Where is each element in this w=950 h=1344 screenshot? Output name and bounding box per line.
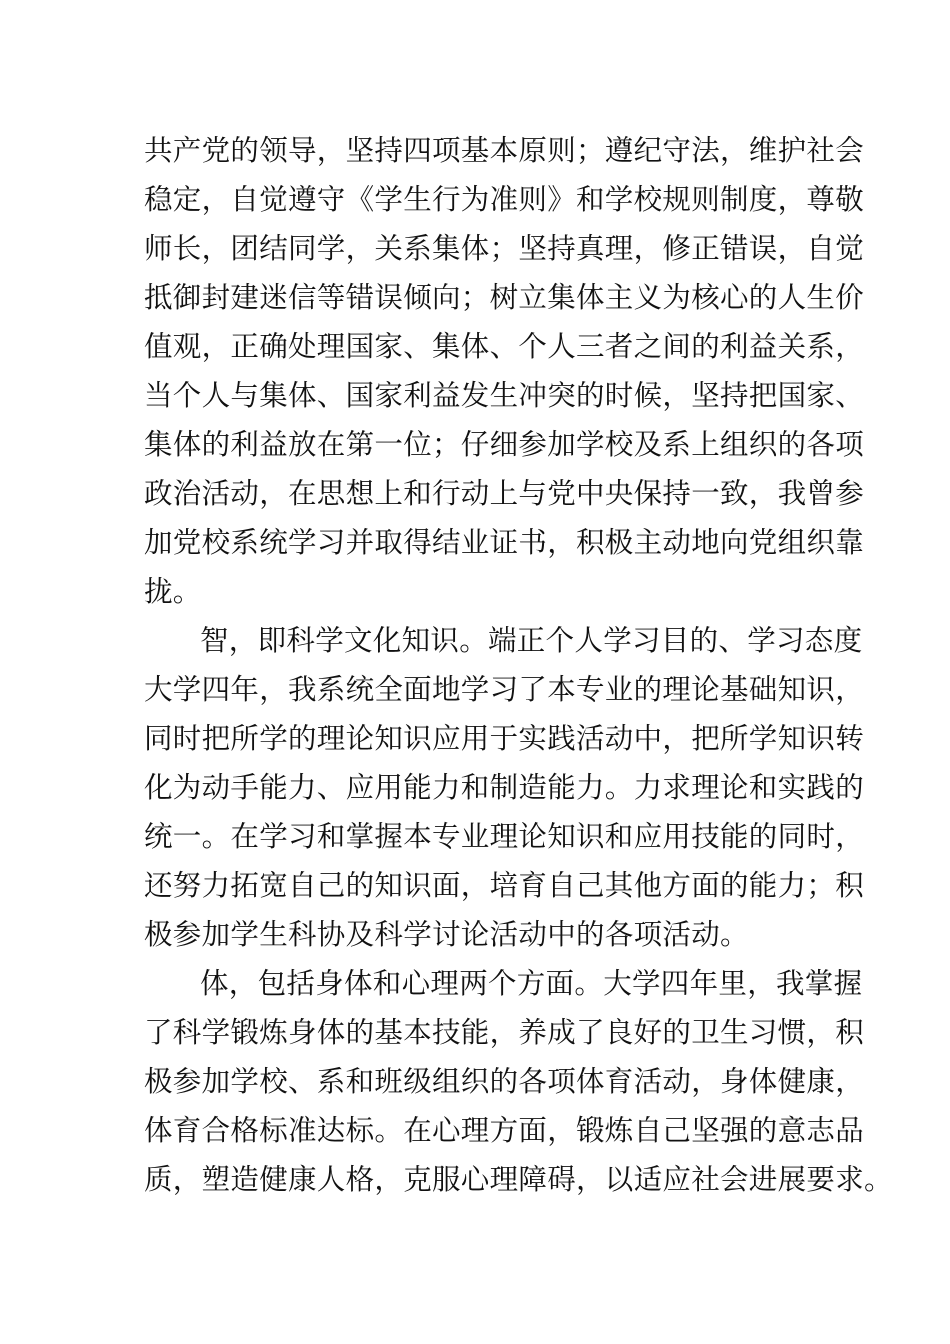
text-line: 当个人与集体、国家利益发生冲突的时候，坚持把国家、 — [144, 379, 865, 412]
text-line: 同时把所学的理论知识应用于实践活动中，把所学知识转 — [144, 722, 865, 755]
paragraph-start-line: 智，即科学文化知识。端正个人学习目的、学习态度 — [200, 624, 863, 657]
text-line: 体育合格标准达标。在心理方面，锻炼自己坚强的意志品 — [144, 1114, 865, 1147]
text-line: 师长，团结同学，关系集体；坚持真理，修正错误，自觉 — [144, 232, 865, 265]
text-line: 了科学锻炼身体的基本技能，养成了良好的卫生习惯，积 — [144, 1016, 865, 1049]
text-line: 极参加学校、系和班级组织的各项体育活动，身体健康， — [144, 1065, 865, 1098]
text-line: 政治活动，在思想上和行动上与党中央保持一致，我曾参 — [144, 477, 865, 510]
text-line: 大学四年，我系统全面地学习了本专业的理论基础知识， — [144, 673, 865, 706]
text-line: 值观，正确处理国家、集体、个人三者之间的利益关系， — [144, 330, 865, 363]
text-line: 极参加学生科协及科学讨论活动中的各项活动。 — [144, 918, 749, 951]
paragraph-start-line: 体，包括身体和心理两个方面。大学四年里，我掌握 — [200, 967, 863, 1000]
text-line: 集体的利益放在第一位；仔细参加学校及系上组织的各项 — [144, 428, 865, 461]
text-line: 稳定，自觉遵守《学生行为准则》和学校规则制度，尊敬 — [144, 183, 865, 216]
text-line: 拢。 — [144, 575, 202, 608]
text-line: 统一。在学习和掌握本专业理论知识和应用技能的同时， — [144, 820, 865, 853]
text-line: 抵御封建迷信等错误倾向；树立集体主义为核心的人生价 — [144, 281, 865, 314]
text-line: 质，塑造健康人格，克服心理障碍，以适应社会进展要求。 — [144, 1163, 893, 1196]
text-line: 化为动手能力、应用能力和制造能力。力求理论和实践的 — [144, 771, 865, 804]
text-line: 加党校系统学习并取得结业证书，积极主动地向党组织靠 — [144, 526, 865, 559]
text-line: 还努力拓宽自己的知识面，培育自己其他方面的能力；积 — [144, 869, 865, 902]
text-line: 共产党的领导，坚持四项基本原则；遵纪守法，维护社会 — [144, 134, 865, 167]
